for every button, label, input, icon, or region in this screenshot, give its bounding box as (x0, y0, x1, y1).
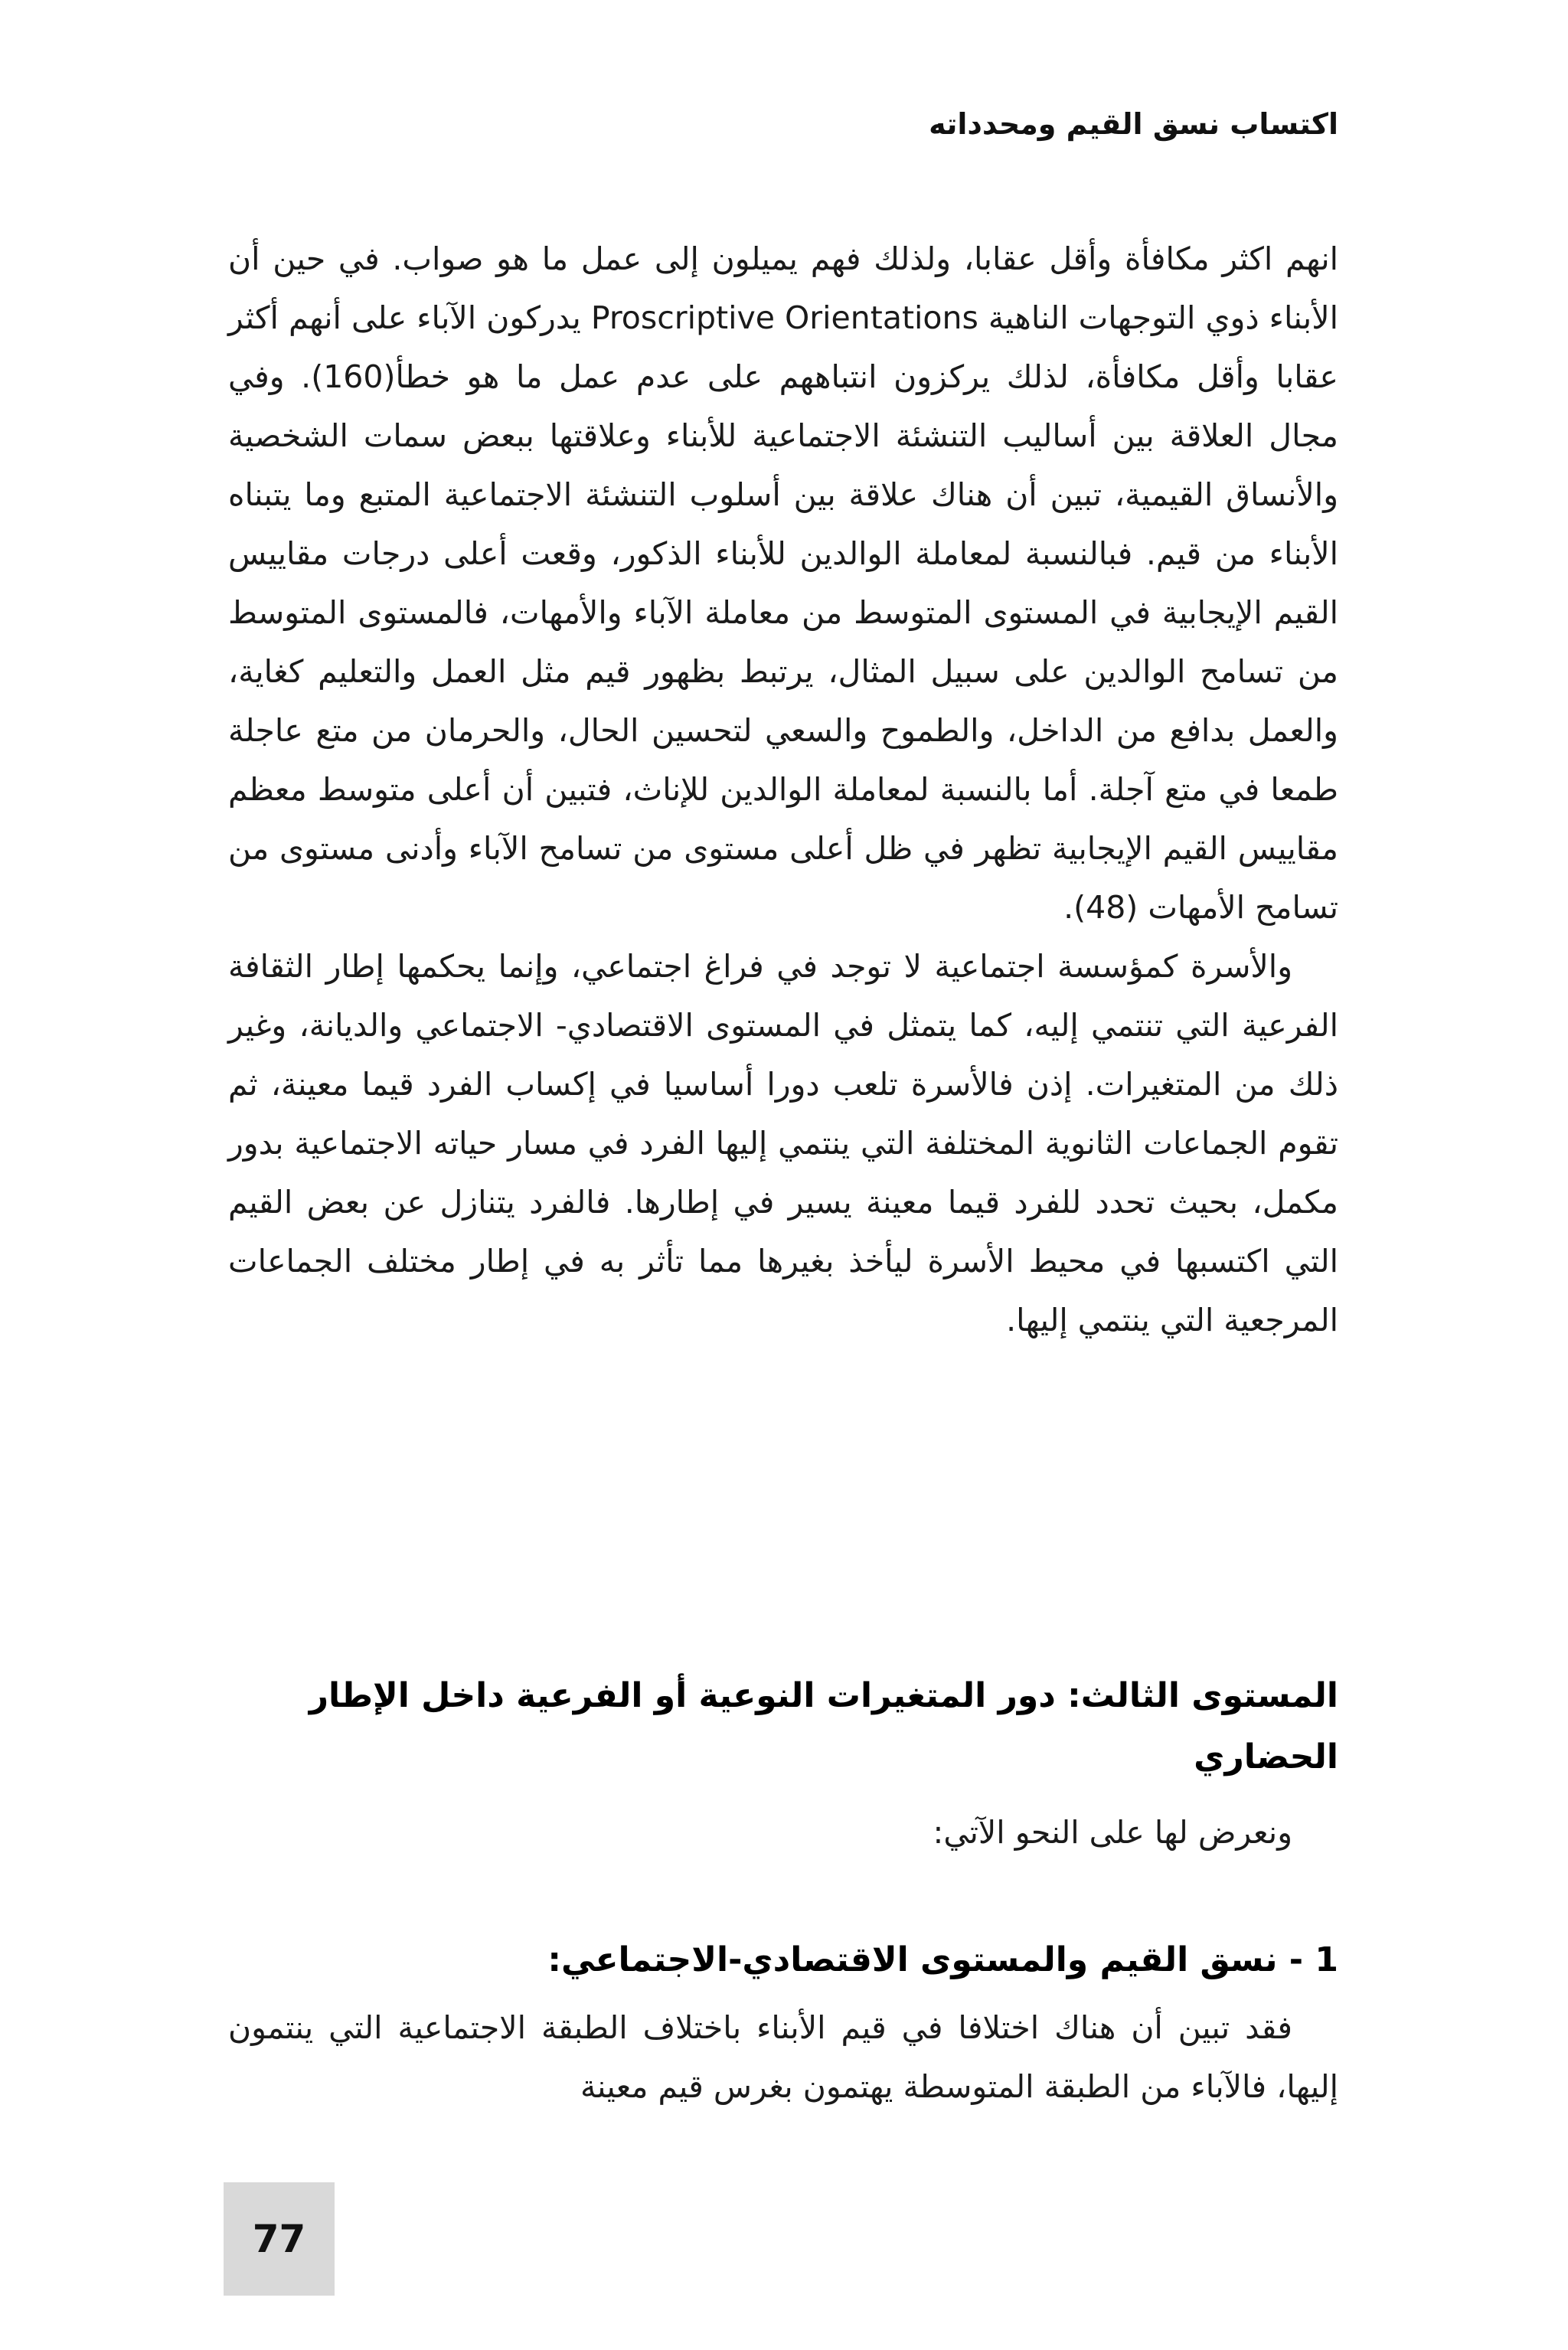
subsection-heading-1: 1 - نسق القيم والمستوى الاقتصادي-الاجتماعي: (547, 1940, 1338, 1979)
body-text (228, 230, 1338, 1350)
paragraph-3: فقد تبين أن هناك اختلافا في قيم الأبناء باختلاف الطبقة الاجتماعية التي ينتمون إليها، فالآباء من الطبقة المتوسطة يهتمون بغرس قيم معينة (228, 2009, 1338, 2105)
body-text-continued (228, 1999, 1338, 2116)
section-heading-level-3: المستوى الثالث: دور المتغيرات النوعية أو الفرعية داخل الإطار الحضاري (309, 1676, 1338, 1776)
running-head: اكتساب نسق القيم ومحدداته (929, 107, 1338, 141)
paragraph-1: انهم اكثر مكافأة وأقل عقابا، ولذلك فهم يميلون إلى عمل ما هو صواب. في حين أن الأبناء ذوي التوجهات الناهية Proscriptive Orientations يدركون الآباء على أنهم أكثر عقابا وأقل مكافأة، لذلك يركزون انتباههم على عدم عمل ما هو خطأ(160). وفي مجال العلاقة بين أساليب التنشئة الاجتماعية للأبناء وعلاقتها ببعض سمات الشخصية والأنساق القيمية، تبين أن هناك علاقة بين أسلوب التنشئة الاجتماعية المتبع وما يتبناه الأبناء من قيم. فبالنسبة لمعاملة الوالدين للأبناء الذكور، وقعت أعلى درجات مقاييس القيم الإيجابية في المستوى المتوسط من معاملة الآباء والأمهات، فالمستوى المتوسط من تسامح الوالدين على سبيل المثال، يرتبط بظهور قيم مثل العمل والتعليم كغاية، والعمل بدافع من الداخل، والطموح والسعي لتحسين الحال، والحرمان من متع عاجلة طمعا في متع آجلة. أما بالنسبة لمعاملة الوالدين للإناث، فتبين أن أعلى متوسط معظم مقاييس القيم الإيجابية تظهر في ظل أعلى مستوى من تسامح الآباء وأدنى مستوى من تسامح الأمهات (48). (228, 240, 1338, 926)
paragraph-2: والأسرة كمؤسسة اجتماعية لا توجد في فراغ اجتماعي، وإنما يحكمها إطار الثقافة الفرعية التي تنتمي إليه، كما يتمثل في المستوى الاقتصادي- الاجتماعي والديانة، وغير ذلك من المتغيرات. إذن فالأسرة تلعب دورا أساسيا في إكساب الفرد قيما معينة، ثم تقوم الجماعات الثانوية المختلفة التي ينتمي إليها الفرد في مسار حياته الاجتماعية بدور مكمل، بحيث تحدد للفرد قيما معينة يسير في إطارها. فالفرد يتنازل عن بعض القيم التي اكتسبها في محيط الأسرة ليأخذ بغيرها مما تأثر به في إطار مختلف الجماعات المرجعية التي ينتمي إليها. (228, 948, 1338, 1338)
page-number: 77 (252, 2217, 306, 2261)
page-number-box (224, 2182, 335, 2296)
section-intro: ونعرض لها على النحو الآتي: (933, 1814, 1292, 1851)
